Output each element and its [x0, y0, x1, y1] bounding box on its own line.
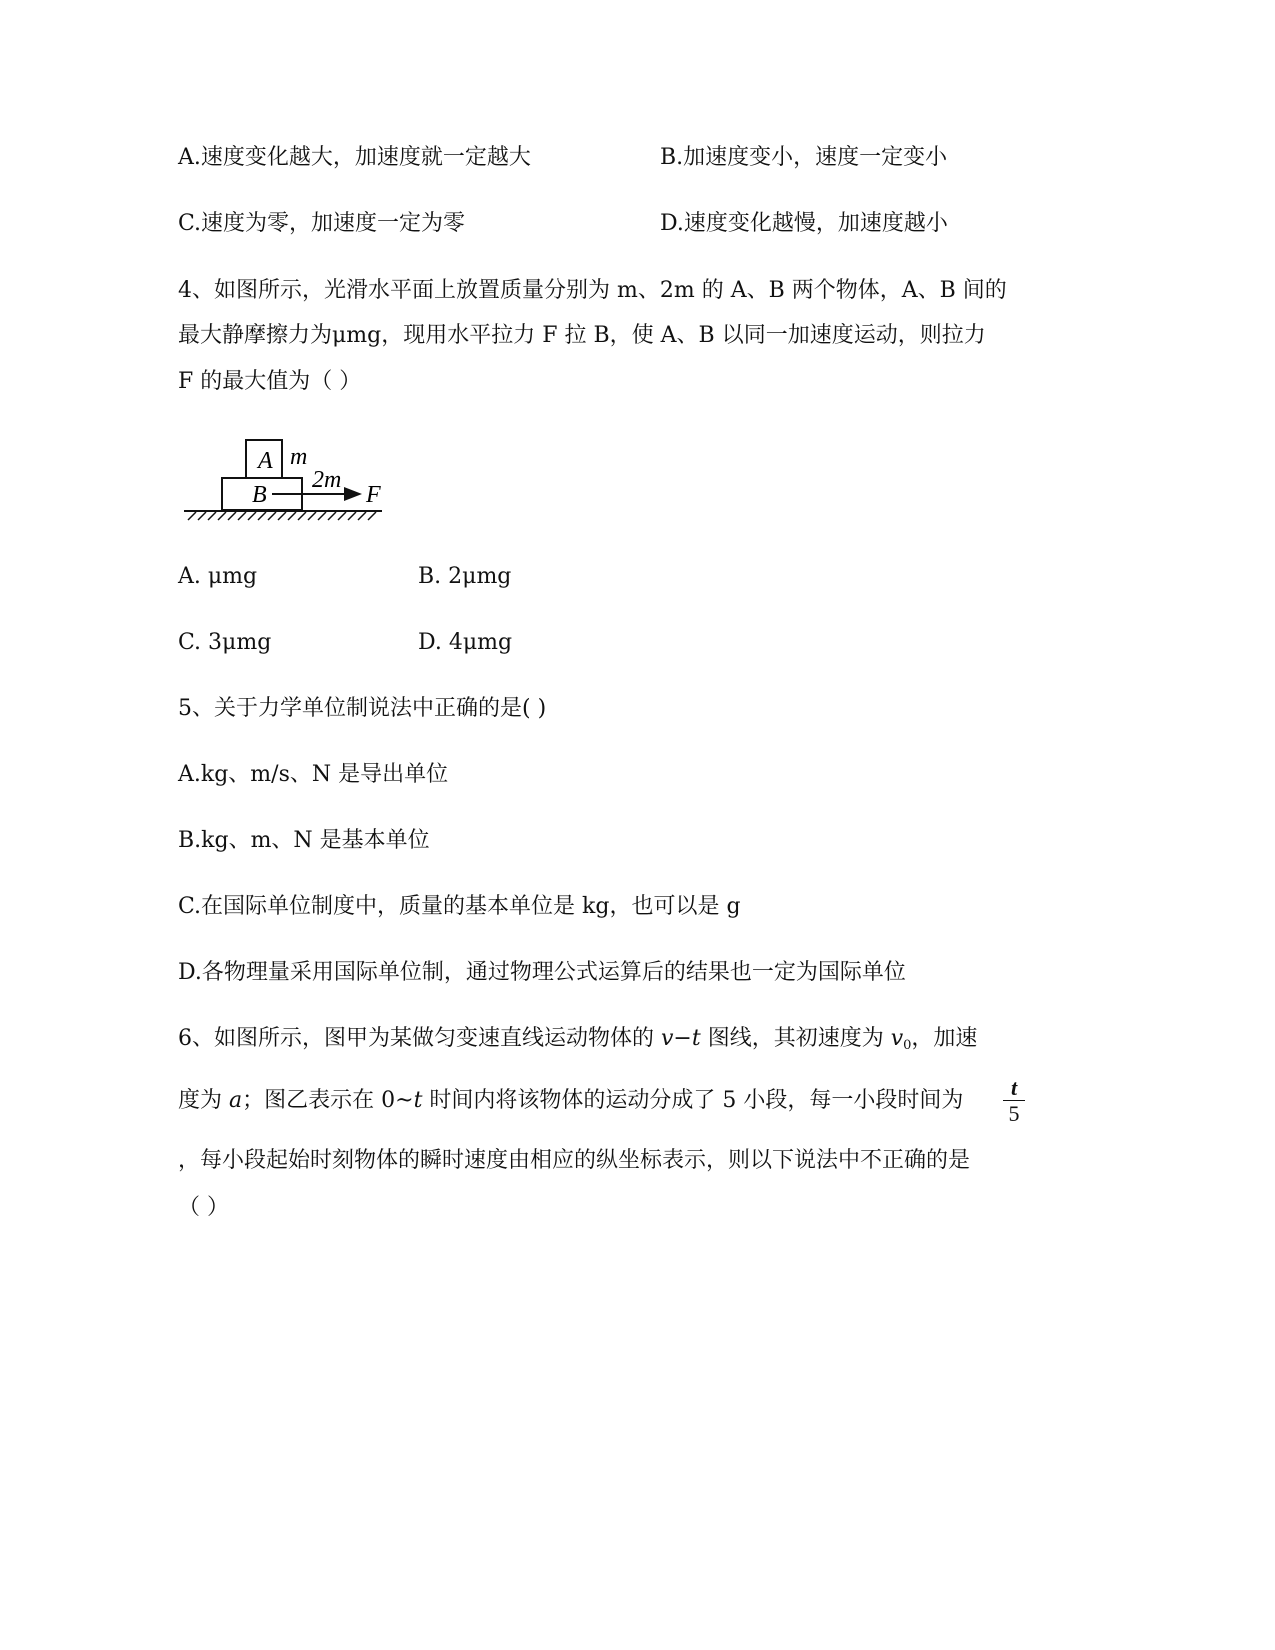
q5-stem: 5、关于力学单位制说法中正确的是( ): [178, 696, 547, 721]
block-a-mass: m: [290, 444, 308, 470]
q5-option-a: A.kg、m/s、N 是导出单位: [178, 762, 449, 787]
q4-stem-line2: 最大静摩擦力为μmg，现用水平拉力 F 拉 B，使 A、B 以同一加速度运动，则拉力: [178, 323, 986, 348]
q3-option-b: B.加速度变小，速度一定变小: [660, 145, 948, 170]
fraction-numerator: t: [1003, 1076, 1025, 1101]
q4-option-c: C. 3μmg: [178, 630, 272, 655]
q3-option-d: D.速度变化越慢，加速度越小: [660, 211, 948, 236]
q3-option-c: C.速度为零，加速度一定为零: [178, 211, 466, 236]
block-b-mass: 2m: [312, 467, 342, 493]
q4-stem-line1: 4、如图所示，光滑水平面上放置质量分别为 m、2m 的 A、B 两个物体，A、B 间的: [178, 278, 1007, 303]
q4-option-d: D. 4μmg: [418, 630, 513, 655]
q6-stem-line1: 6、如图所示，图甲为某做匀变速直线运动物体的 v−t 图线，其初速度为 $v_0$，加速: [178, 1026, 978, 1053]
block-b-label: B: [252, 482, 267, 508]
acceleration-symbol: a: [229, 1088, 243, 1113]
block-a-label: A: [258, 448, 273, 474]
vt-symbol: v−t: [661, 1026, 701, 1051]
q5-option-d: D.各物理量采用国际单位制，通过物理公式运算后的结果也一定为国际单位: [178, 960, 906, 985]
fraction-t-over-5: [1003, 1076, 1025, 1127]
q6-stem-line2: 度为 a；图乙表示在 0~t 时间内将该物体的运动分成了 5 小段，每一小段时间为: [178, 1088, 964, 1113]
q6-stem-line3: ，每小段起始时刻物体的瞬时速度由相应的纵坐标表示，则以下说法中不正确的是: [178, 1148, 971, 1173]
q6-stem-line4: （ ）: [178, 1195, 229, 1220]
force-label: F: [366, 482, 381, 508]
q5-option-b: B.kg、m、N 是基本单位: [178, 828, 430, 853]
q4-stem-line3: F 的最大值为（ ）: [178, 369, 362, 394]
fraction-denominator: 5: [1008, 1101, 1020, 1126]
q3-option-a: A.速度变化越大，加速度就一定越大: [178, 145, 531, 170]
force-arrowhead: [344, 487, 362, 501]
q4-option-a: A. μmg: [178, 564, 258, 589]
t-symbol: t: [413, 1088, 423, 1113]
v0-symbol: v: [890, 1026, 904, 1051]
q4-blocks-diagram: [180, 432, 390, 524]
ground-hatching: [188, 512, 376, 520]
q5-option-c: C.在国际单位制度中，质量的基本单位是 kg，也可以是 g: [178, 894, 741, 919]
q4-option-b: B. 2μmg: [418, 564, 512, 589]
